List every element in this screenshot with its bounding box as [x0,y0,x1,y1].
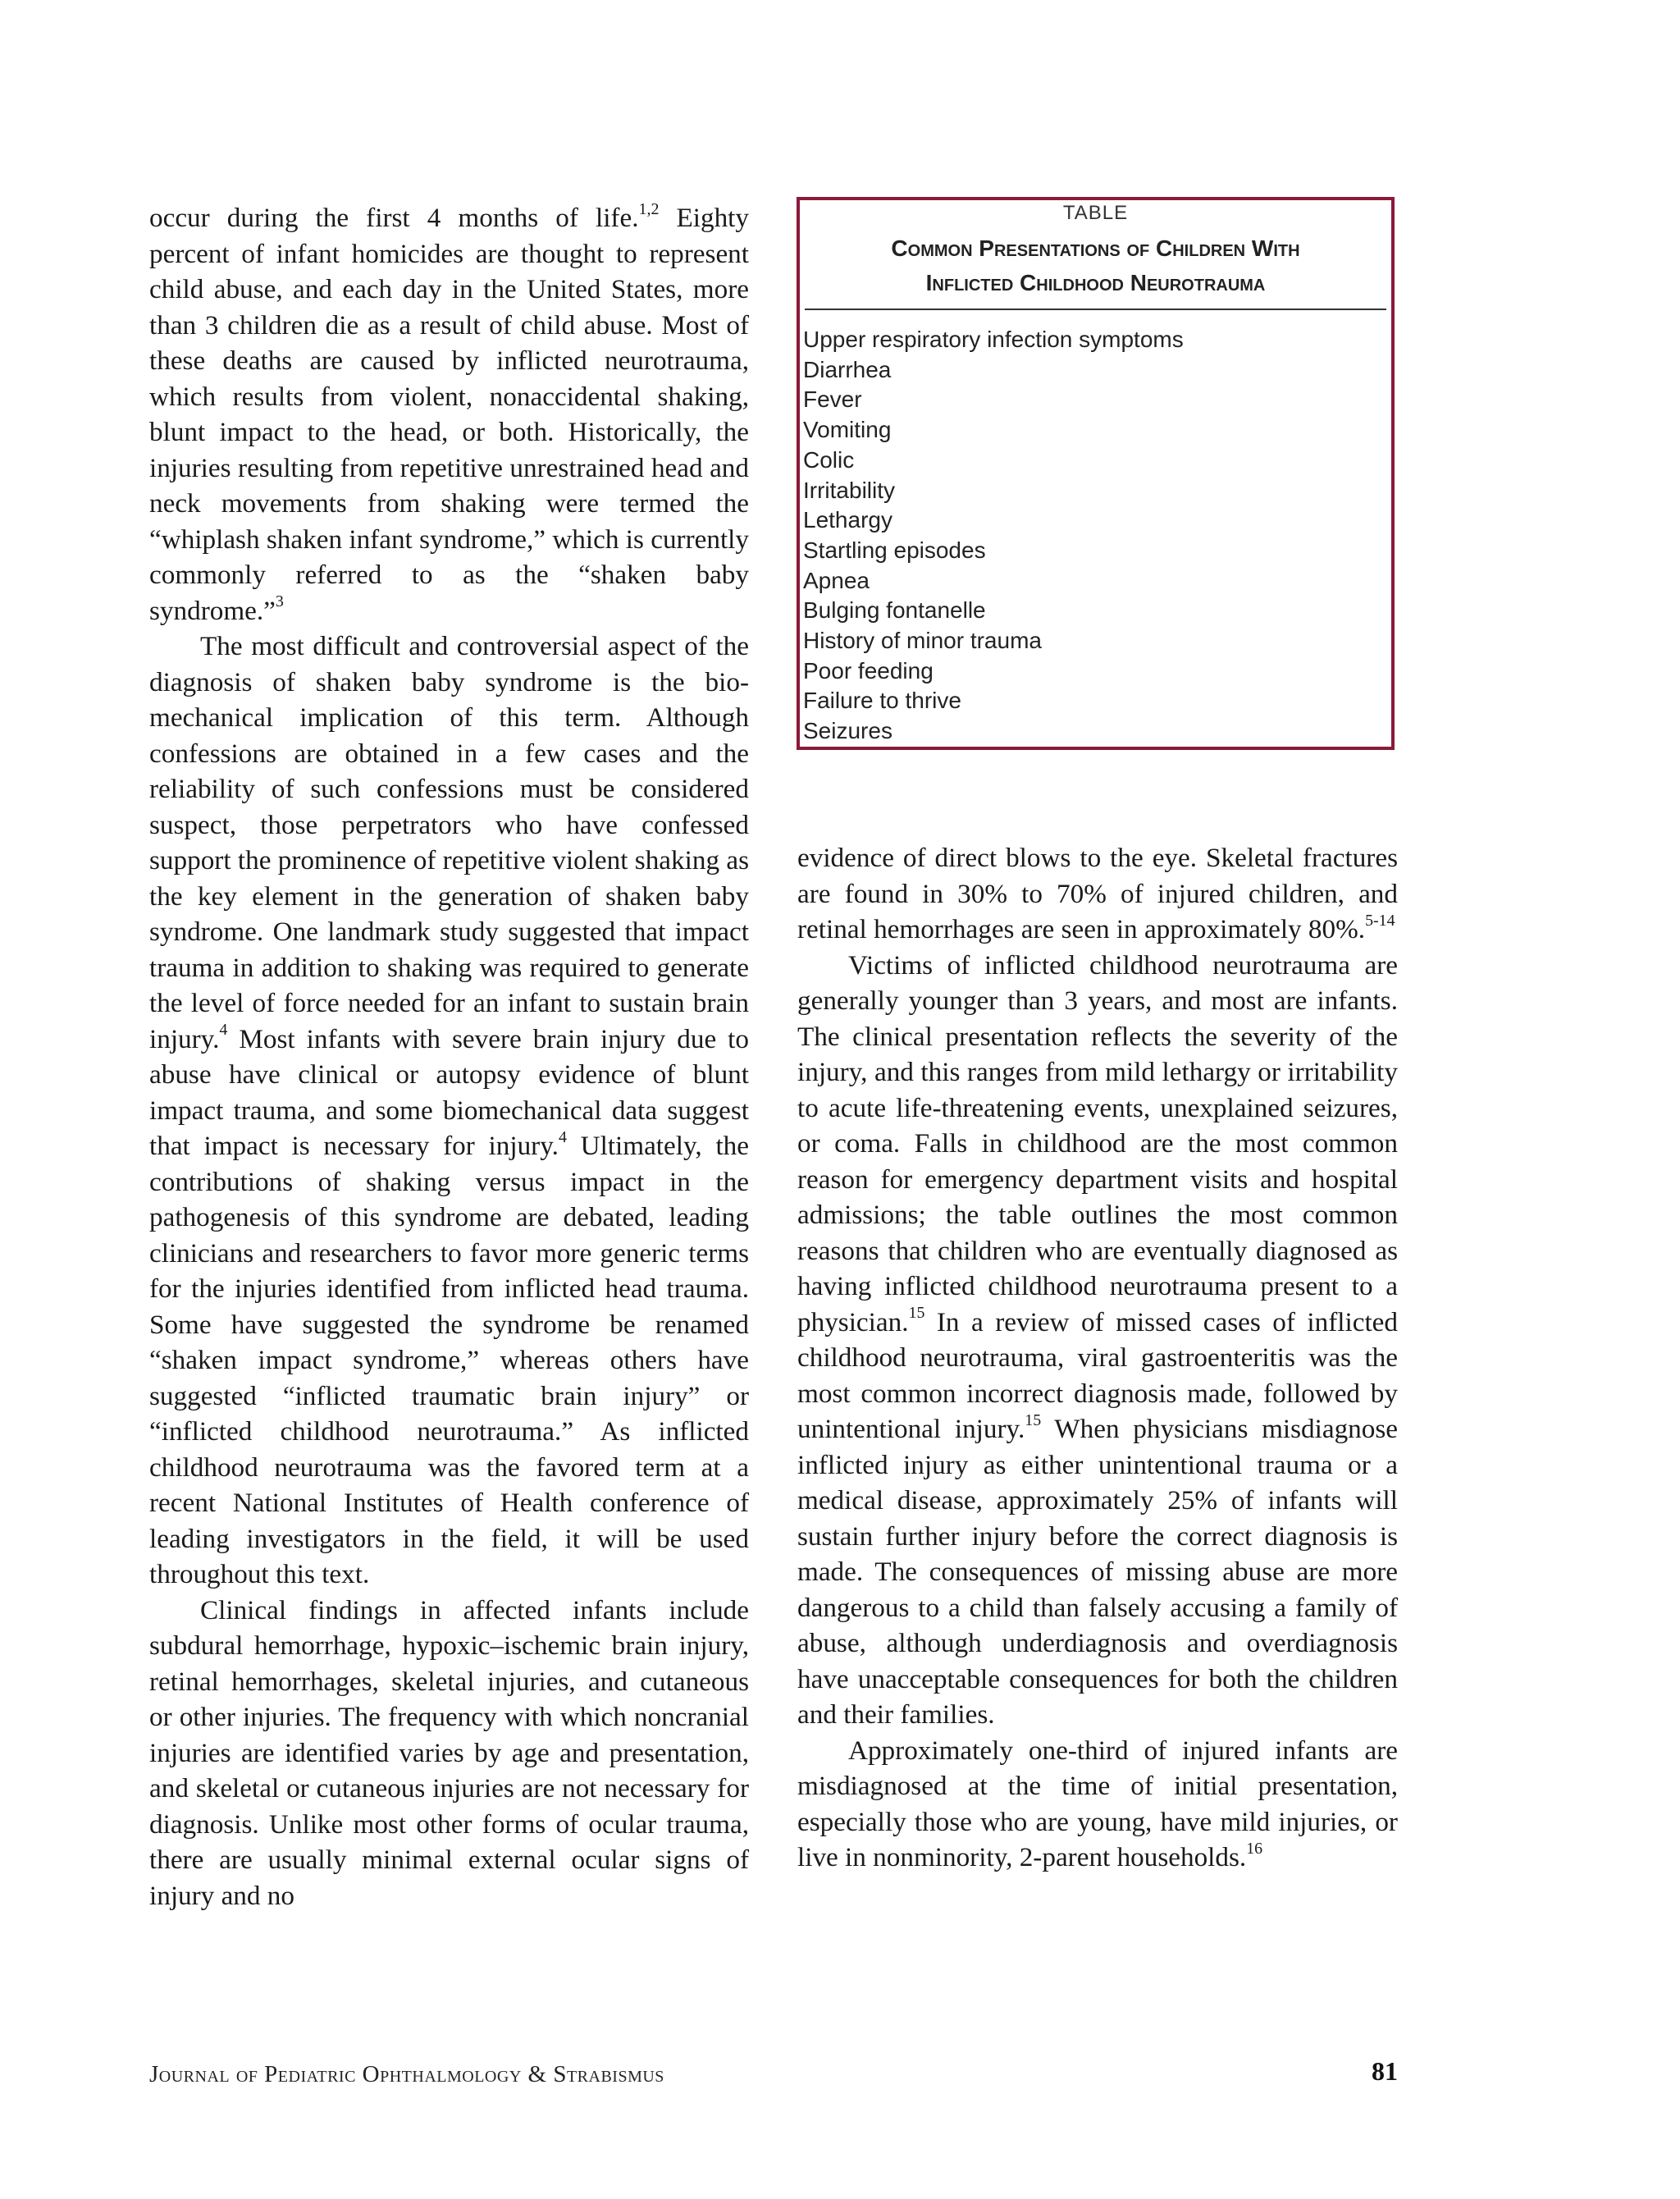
table-item: Diarrhea [803,356,892,382]
table-item: Poor feeding [803,657,934,683]
table-item: Colic [803,446,855,473]
table-divider [805,309,1386,310]
running-footer-journal: Journal of Pediatric Ophthalmology & Strabismus [149,2061,664,2087]
table-item: Fever [803,386,862,413]
table-item: Apnea [803,567,870,593]
table-item: Irritability [803,477,896,503]
citation: 5-14 [1365,911,1395,930]
table-item: History of minor trauma [803,628,1042,654]
paragraph: Victims of inflicted childhood neurotrauma are generally younger than 3 years, and most are infants. The clinical presentation reflects the severity of the injury, and this ranges from mild lethargy or irritability to acute life-threatening events, unexplained seizures, or coma. Falls in childhood are the most common reason for emergency department visits and hospital admissions; the table outlines the most common reasons that children who are eventually diagnosed as having inflicted childhood neurotrauma present to a physician.$^{15}$ In a review of missed cases of inflicted childhood neurotrauma, viral gastroenteritis was the most common incorrect diagnosis made, followed by unintentional injury.$^{15}$ When physicians misdiagnose inflicted injury as either unintentional trauma or a medical disease, approximately 25% of infants will sustain further injury before the correct diagnosis is made. The consequences of missing abuse are more dangerous to a child than falsely accusing a family of abuse, although underdiagnosis and overdiagnosis have unacceptable consequences for both the children and their families. [797,949,1398,1730]
citation: 16 [1246,1839,1263,1858]
table-item: Bulging fontanelle [803,597,986,624]
table-item: Seizures [803,718,892,744]
citation: 15 [1025,1410,1042,1429]
table-items [800,325,1391,747]
paragraph: Clinical findings in affected infants include subdural hemorrhage, hypoxic–ischemic brain injury, retinal hemorrhages, skeletal injuries, and cutaneous or other injuries. The frequency with which noncranial injuries are identified varies by age and presentation, and skeletal or cutaneous injuries are not necessary for diagnosis. Unlike most other forms of ocular trauma, there are usually minimal external ocular signs of injury and no [149,1594,749,1911]
citation: 1,2 [638,199,660,218]
table-item: Failure to thrive [803,688,961,714]
citation: 15 [908,1304,925,1323]
paragraph: The most difficult and controversial aspect of the diagnosis of shaken baby syndrome is the biomechanical implication of this term. Although confessions are obtained in a few cases and the reliability of such confessions must be considered suspect, those perpetrators who have confessed support the prominence of repetitive violent shaking as the key element in the generation of shaken baby syndrome. One landmark study suggested that impact trauma in addition to shaking was required to generate the level of force needed for an infant to sustain brain injury.$^4$ Most infants with severe brain injury due to abuse have clinical or autopsy evidence of blunt impact trauma, and some biomechanical data suggest that impact is necessary for injury.$^4$ Ultimately, the contributions of shaking versus impact in the pathogenesis of this syndrome are debated, leading clinicians and researchers to favor more generic terms for the injuries identified from inflicted head trauma. Some have suggested the syndrome be renamed “shaken impact syndrome,” whereas others have suggested “inflicted traumatic brain injury” or “inflicted childhood neurotrauma.” As inflicted childhood neurotrauma was the favored term at a recent National Institutes of Health conference of leading investigators in the field, it will be used throughout this text. [149,631,749,1589]
table-label: TABLE [1062,202,1129,224]
page-number: 81 [1372,2056,1398,2086]
left-column [149,200,749,1913]
citation: 4 [558,1127,567,1146]
right-column [797,840,1398,1876]
presentations-table [797,197,1395,750]
citation: 3 [275,592,284,611]
table-item: Vomiting [803,417,892,443]
table-item: Lethargy [803,507,892,533]
paragraph: Approximately one-third of injured infants are misdiagnosed at the time of initial presentation, especially those who are young, have mild injuries, or live in nonminority, 2-parent households.$^{16}$ [797,1735,1398,1872]
paragraph: evidence of direct blows to the eye. Skeletal fractures are found in 30% to 70% of injured children, and retinal hemorrhages are seen in approximately 80%.$^{5-14}$ [797,843,1398,944]
citation: 4 [219,1021,228,1040]
paragraph: occur during the first 4 months of life.$^{1,2}$ Eighty percent of infant homicides are thought to represent child abuse, and each day in the United States, more than 3 children die as a result of child abuse. Most of these deaths are caused by inflicted neurotrauma, which results from violent, nonaccidental shaking, blunt impact to the head, or both. Historically, the injuries resulting from repetitive unrestrained head and neck movements from shaking were termed the “whiplash shaken infant syndrome,” which is currently commonly referred to as the “shaken baby syndrome.”$^3$ [149,199,749,626]
table-item: Upper respiratory infection symptoms [803,327,1184,352]
table-title: Common Presentations of Children With Inflicted Childhood Neurotrauma [891,235,1300,295]
table-item: Startling episodes [803,537,986,563]
